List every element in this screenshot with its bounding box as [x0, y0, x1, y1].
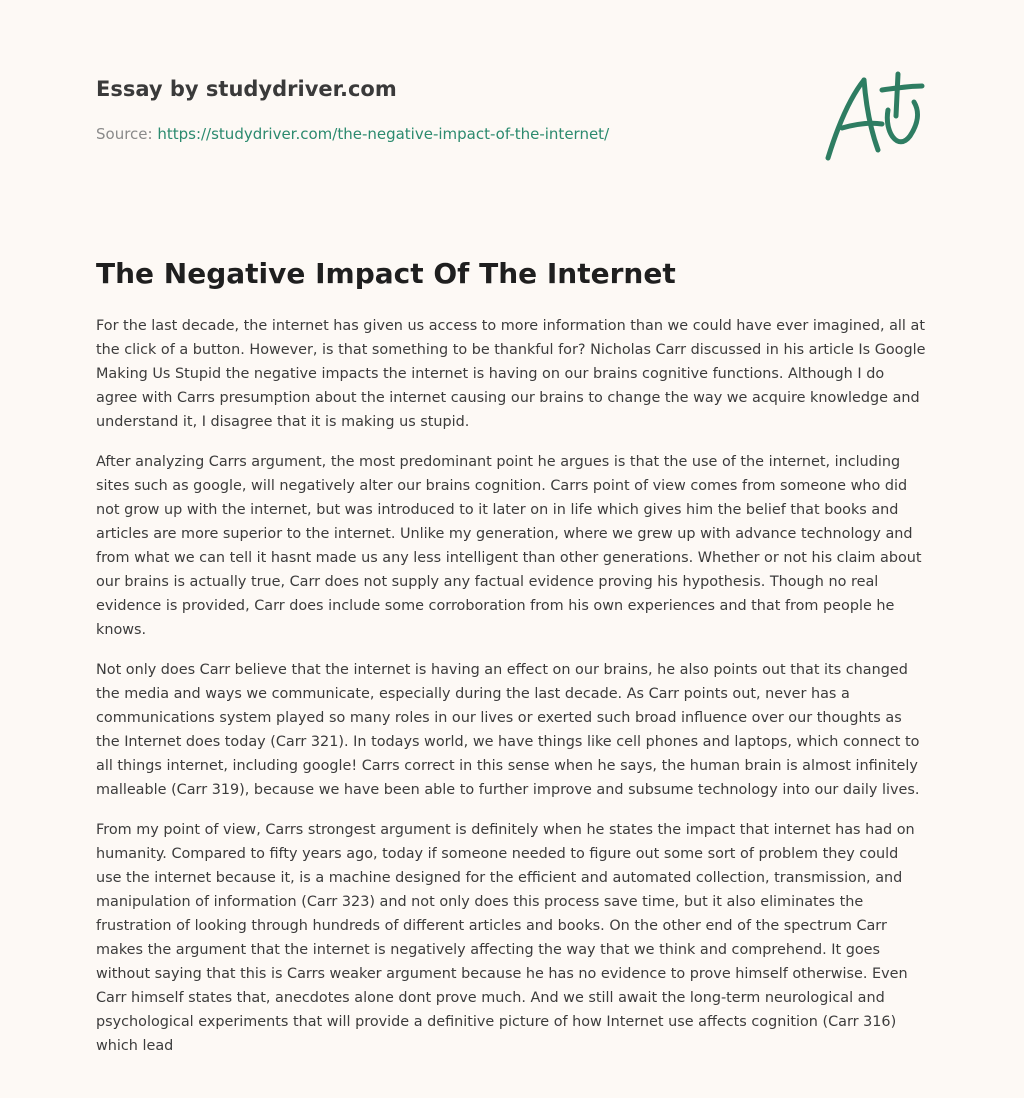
source-label: Source: [96, 125, 158, 143]
source-link[interactable]: https://studydriver.com/the-negative-impact-of-the-internet/ [157, 125, 610, 143]
article-paragraph: Not only does Carr believe that the internet is having an effect on our brains, he also points out that its changed the media and ways we communicate, especially during the last decade. As Carr points out, never has a communications system played so many roles in our lives or exerted such broad influence over our thoughts as the Internet does today (Carr 321). In todays world, we have things like cell phones and laptops, which connect to all things internet, including google! Carrs correct in this sense when he says, the human brain is almost infinitely malleable (Carr 319), because we have been able to further improve and subsume technology into our daily lives. [96, 662, 920, 798]
page-header [96, 74, 796, 144]
article-title: The Negative Impact Of The Internet [96, 257, 676, 290]
a-plus-logo-icon [822, 66, 928, 166]
a-plus-logo [822, 66, 928, 166]
article-paragraph: For the last decade, the internet has given us access to more information than we could have ever imagined, all at the click of a button. However, is that something to be thankful for? Nicholas Carr discussed in his article Is Google Making Us Stupid the negative impacts the internet is having on our brains cognitive functions. Although I do agree with Carrs presumption about the internet causing our brains to change the way we acquire knowledge and understand it, I disagree that it is making us stupid. [96, 318, 926, 430]
site-title: Essay by studydriver.com [96, 77, 397, 101]
source-line [96, 124, 796, 144]
article-paragraph: From my point of view, Carrs strongest argument is definitely when he states the impact that internet has had on humanity. Compared to fifty years ago, today if someone needed to figure out some sort of problem they could use the internet because it, is a machine designed for the efficient and automated collection, transmission, and manipulation of information (Carr 323) and not only does this process save time, but it also eliminates the frustration of looking through hundreds of different articles and books. On the other end of the spectrum Carr makes the argument that the internet is negatively affecting the way that we think and comprehend. It goes without saying that this is Carrs weaker argument because he has no evidence to prove himself otherwise. Even Carr himself states that, anecdotes alone dont prove much. And we still await the long-term neurological and psychological experiments that will provide a definitive picture of how Internet use affects cognition (Carr 316) which lead [96, 822, 915, 1054]
article-paragraph: After analyzing Carrs argument, the most predominant point he argues is that the use of the internet, including sites such as google, will negatively alter our brains cognition. Carrs point of view comes from someone who did not grow up with the internet, but was introduced to it later on in life which gives him the belief that books and articles are more superior to the internet. Unlike my generation, where we grew up with advance technology and from what we can tell it hasnt made us any less intelligent than other generations. Whether or not his claim about our brains is actually true, Carr does not supply any factual evidence proving his hypothesis. Though no real evidence is provided, Carr does include some corroboration from his own experiences and that from people he knows. [96, 454, 922, 638]
article-body [96, 314, 926, 1074]
